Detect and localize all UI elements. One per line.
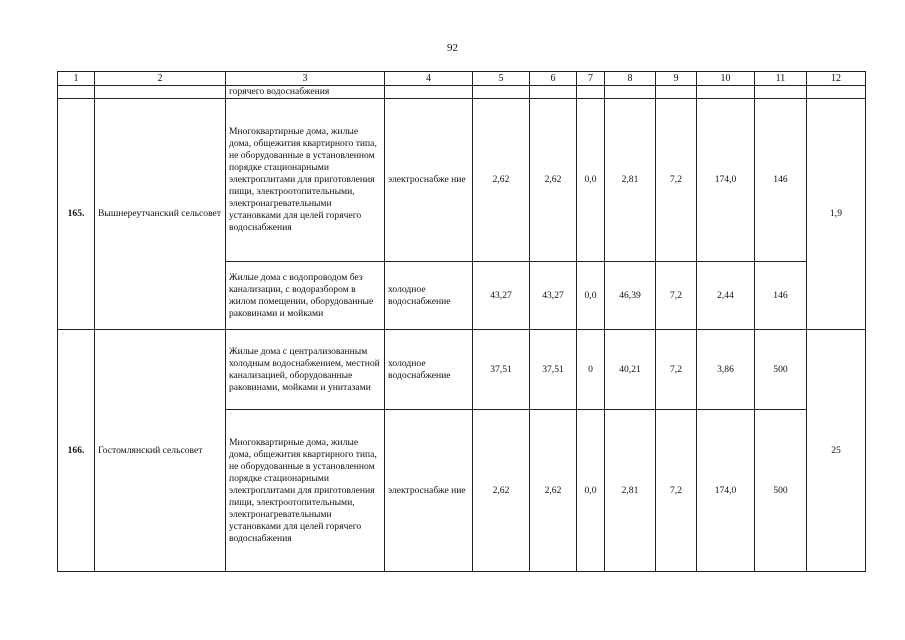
value-cell: 43,27 [530, 262, 577, 330]
housing-description: Жилые дома с централизованным холодным водоснабжением, местной канализацией, оборудованные раковинами, мойками и унитазами [226, 330, 385, 410]
entry-number: 166. [58, 330, 95, 572]
value-cell: 0,0 [577, 410, 605, 572]
column-12-value: 25 [807, 330, 866, 572]
value-cell: 0 [577, 330, 605, 410]
table-row [58, 99, 866, 262]
table-row [58, 330, 866, 410]
entry-number: 165. [58, 99, 95, 330]
value-cell: 500 [755, 330, 807, 410]
value-cell: 2,81 [605, 99, 656, 262]
value-cell: 40,21 [605, 330, 656, 410]
value-cell: 2,62 [473, 410, 530, 572]
header-cell: 5 [473, 72, 530, 86]
continuation-row [58, 86, 866, 99]
header-cell: 10 [697, 72, 755, 86]
settlement-name: Вышнереутчанский сельсовет [95, 99, 226, 330]
header-cell: 7 [577, 72, 605, 86]
value-cell: 174,0 [697, 410, 755, 572]
value-cell: 37,51 [473, 330, 530, 410]
value-cell: 2,81 [605, 410, 656, 572]
value-cell: 2,44 [697, 262, 755, 330]
value-cell: 7,2 [656, 410, 697, 572]
value-cell: 37,51 [530, 330, 577, 410]
header-cell: 3 [226, 72, 385, 86]
page-number: 92 [447, 42, 458, 54]
header-cell: 6 [530, 72, 577, 86]
value-cell: 2,62 [530, 99, 577, 262]
header-cell: 9 [656, 72, 697, 86]
value-cell: 500 [755, 410, 807, 572]
continuation-text: горячего водоснабжения [226, 86, 385, 99]
settlement-name: Гостомлянский сельсовет [95, 330, 226, 572]
value-cell: 7,2 [656, 262, 697, 330]
header-row [58, 72, 866, 86]
value-cell: 146 [755, 262, 807, 330]
utility-type: электроснабже ние [385, 410, 473, 572]
value-cell: 46,39 [605, 262, 656, 330]
housing-description: Многоквартирные дома, жилые дома, общежития квартирного типа, не оборудованные в установленном порядке стационарными электроплитами для приготовления пищи, электроотопительными, электронагревательными установками для целей горячего водоснабжения [226, 410, 385, 572]
value-cell: 2,62 [473, 99, 530, 262]
value-cell: 7,2 [656, 330, 697, 410]
housing-description: Жилые дома с водопроводом без канализации, с водоразбором в жилом помещении, оборудованные раковинами и мойками [226, 262, 385, 330]
value-cell: 7,2 [656, 99, 697, 262]
header-cell: 8 [605, 72, 656, 86]
header-cell: 2 [95, 72, 226, 86]
value-cell: 0,0 [577, 262, 605, 330]
value-cell: 2,62 [530, 410, 577, 572]
value-cell: 0,0 [577, 99, 605, 262]
value-cell: 146 [755, 99, 807, 262]
column-12-value: 1,9 [807, 99, 866, 330]
header-cell: 12 [807, 72, 866, 86]
utility-type: электроснабже ние [385, 99, 473, 262]
value-cell: 43,27 [473, 262, 530, 330]
tariff-table [57, 71, 866, 572]
utility-type: холодное водоснабжение [385, 330, 473, 410]
header-cell: 4 [385, 72, 473, 86]
utility-type: холодное водоснабжение [385, 262, 473, 330]
housing-description: Многоквартирные дома, жилые дома, общежития квартирного типа, не оборудованные в установленном порядке стационарными электроплитами для приготовления пищи, электроотопительными, электронагревательными установками для целей горячего водоснабжения [226, 99, 385, 262]
value-cell: 3,86 [697, 330, 755, 410]
header-cell: 11 [755, 72, 807, 86]
value-cell: 174,0 [697, 99, 755, 262]
header-cell: 1 [58, 72, 95, 86]
